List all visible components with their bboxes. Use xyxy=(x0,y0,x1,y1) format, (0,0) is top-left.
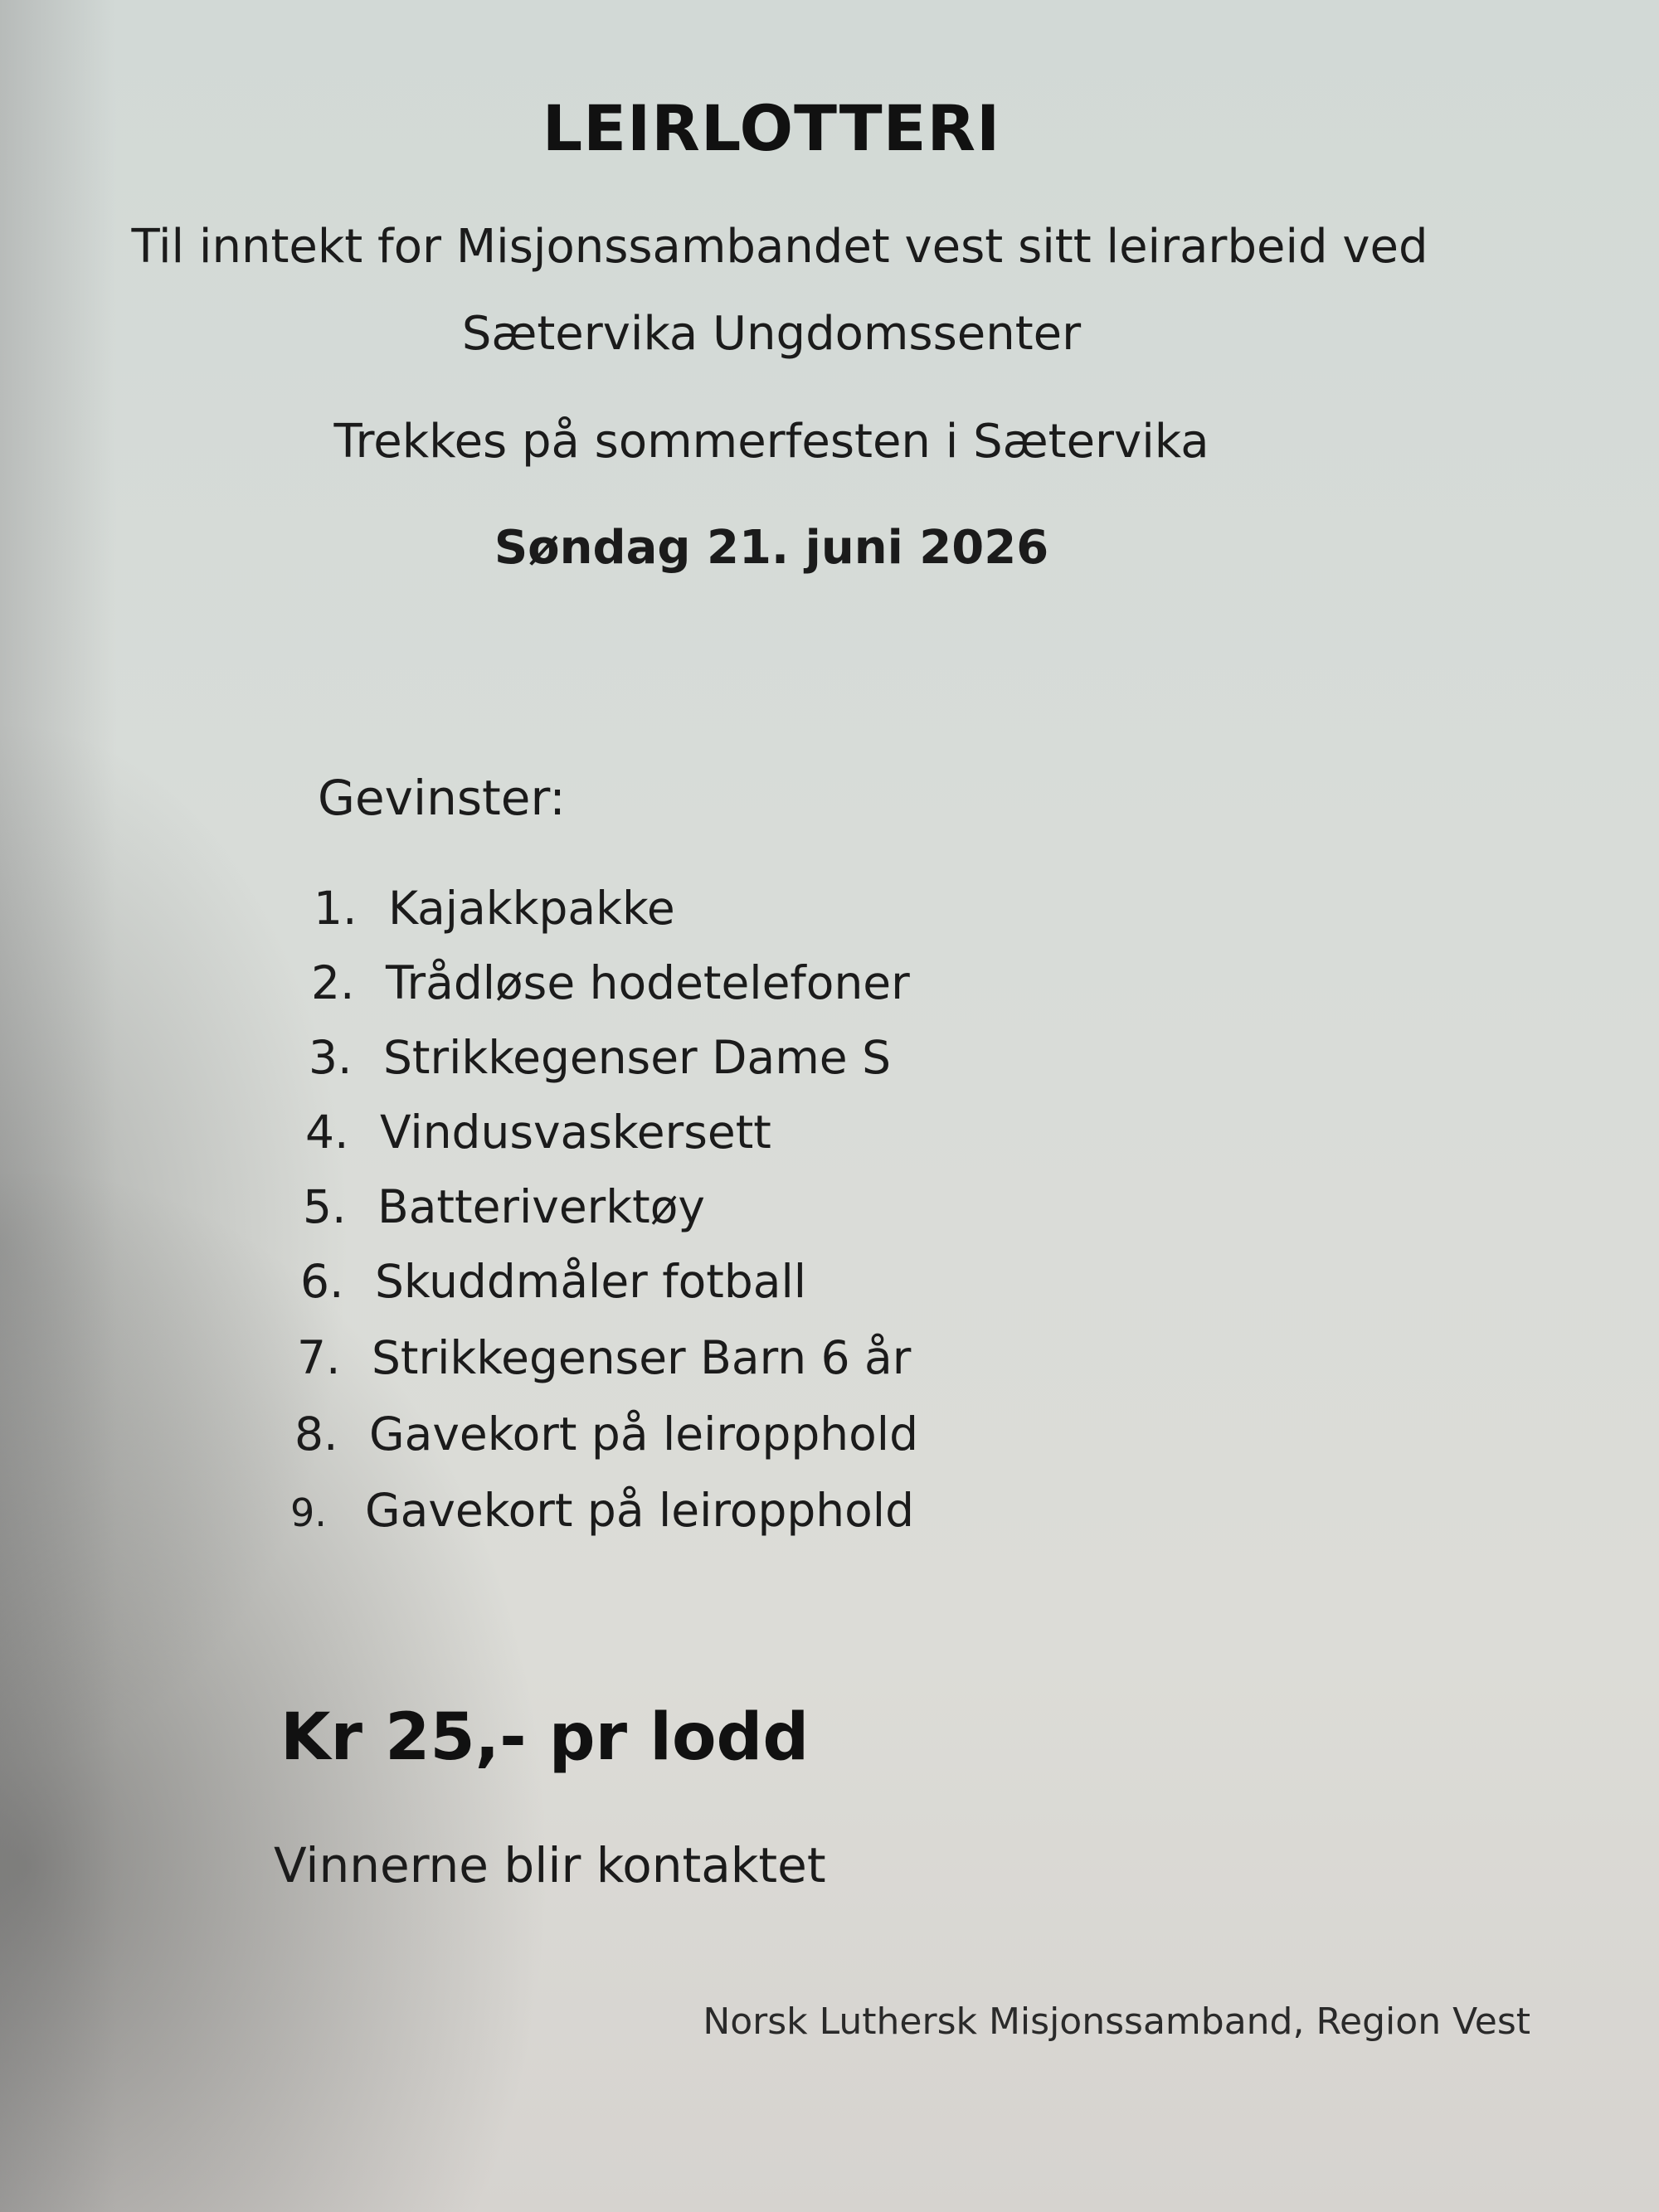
prize-name: Skuddmåler fotball xyxy=(375,1255,807,1308)
prize-name: Gavekort på leiropphold xyxy=(369,1407,918,1461)
ticket-price: Kr 25,- pr lodd xyxy=(280,1700,810,1775)
prize-item xyxy=(294,1407,918,1461)
prize-number: 6. xyxy=(300,1255,344,1308)
prize-name: Strikkegenser Barn 6 år xyxy=(372,1331,912,1384)
prize-number: 3. xyxy=(309,1031,353,1084)
prize-number: 9. xyxy=(290,1490,327,1535)
prize-item xyxy=(311,956,910,1009)
prize-name: Trådløse hodetelefoner xyxy=(386,956,910,1009)
prize-number: 7. xyxy=(297,1331,341,1384)
prize-name: Vindusvaskersett xyxy=(380,1106,771,1159)
prize-item xyxy=(290,1484,914,1537)
prize-number: 4. xyxy=(305,1106,349,1159)
prize-item xyxy=(309,1031,891,1084)
winners-note: Vinnerne blir kontaktet xyxy=(274,1837,826,1894)
draw-info: Trekkes på sommerfesten i Sætervika xyxy=(333,415,1209,469)
prize-item xyxy=(305,1106,771,1159)
page-title: LEIRLOTTERI xyxy=(542,91,1001,165)
prize-name: Batteriverktøy xyxy=(377,1180,705,1233)
prize-number: 2. xyxy=(311,956,355,1009)
organization-name: Norsk Luthersk Misjonssamband, Region Vest xyxy=(703,2001,1530,2043)
subtitle-line-1: Til inntekt for Misjonssambandet vest sitt leirarbeid ved xyxy=(131,220,1428,274)
prize-item xyxy=(303,1180,705,1233)
prize-number: 1. xyxy=(314,882,358,935)
draw-date: Søndag 21. juni 2026 xyxy=(494,521,1049,575)
prize-item xyxy=(297,1331,911,1384)
prize-name: Strikkegenser Dame S xyxy=(383,1031,892,1084)
prize-name: Kajakkpakke xyxy=(388,882,675,935)
prize-number: 5. xyxy=(303,1180,347,1233)
prize-item xyxy=(314,882,675,935)
prizes-heading: Gevinster: xyxy=(318,770,566,826)
prize-name: Gavekort på leiropphold xyxy=(365,1484,914,1537)
prize-number: 8. xyxy=(294,1407,338,1461)
subtitle-line-2: Sætervika Ungdomssenter xyxy=(461,307,1082,361)
prize-item xyxy=(300,1255,806,1308)
